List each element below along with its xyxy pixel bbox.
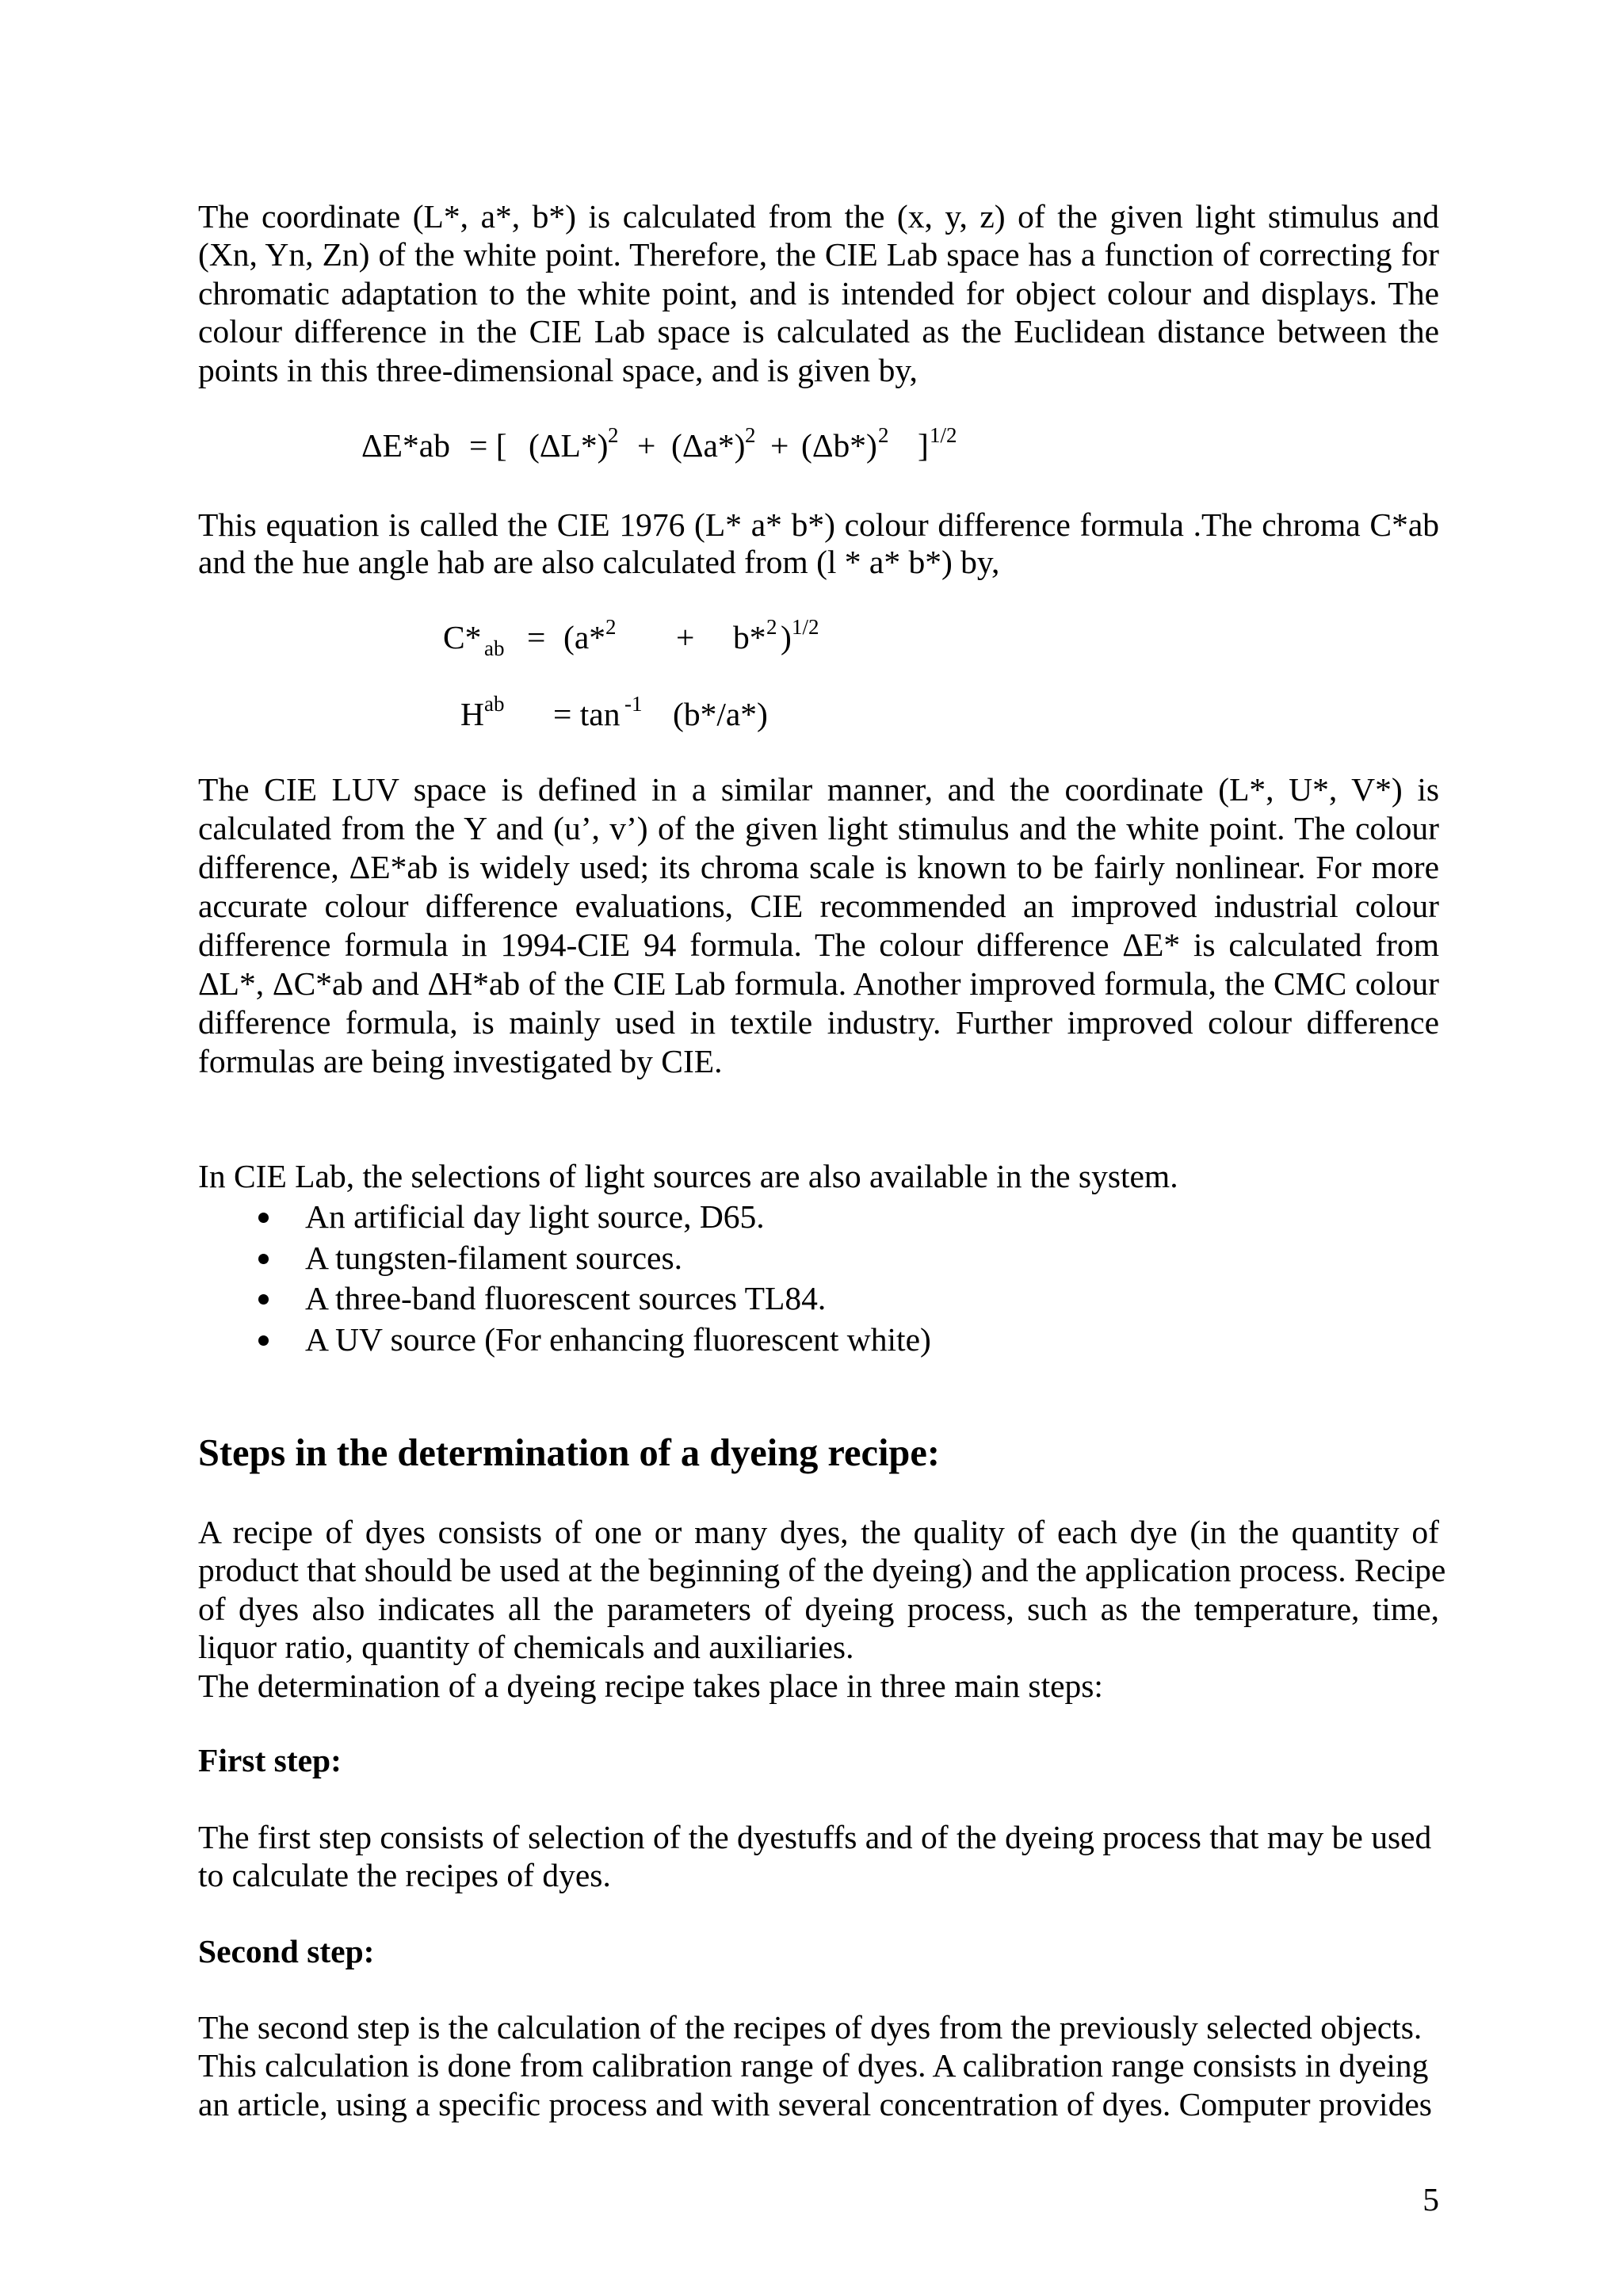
text-line: points in this three-dimensional space, and is given by, <box>198 351 918 388</box>
text-line: (Xn, Yn, Zn) of the white point. Therefore, the CIE Lab space has a function of correcting for <box>198 236 1439 273</box>
list-item-text: A tungsten-filament sources. <box>305 1239 682 1276</box>
list-item-text: A UV source (For enhancing fluorescent white) <box>305 1320 931 1358</box>
formula-term: (a* <box>563 619 605 655</box>
section-heading: Steps in the determination of a dyeing recipe: <box>198 1432 940 1474</box>
intro-paragraph <box>198 197 1439 389</box>
text-line: This equation is called the CIE 1976 (L* a* b*) colour difference formula .The chroma C*ab <box>198 506 1439 543</box>
list-item-text: An artificial day light source, D65. <box>305 1198 765 1235</box>
formula-superscript: ab <box>484 692 505 716</box>
formula-lhs: H <box>460 696 484 732</box>
recipe-paragraph <box>198 1513 1446 1705</box>
text-line: The second step is the calculation of the recipes of dyes from the previously selected objects. <box>198 2009 1423 2046</box>
text-line: The CIE LUV space is defined in a similar manner, and the coordinate (L*, U*, V*) is <box>198 771 1439 808</box>
text-line: and the hue angle hab are also calculated from (l * a* b*) by, <box>198 544 1000 580</box>
text-line: colour difference in the CIE Lab space is calculated as the Euclidean distance between the <box>198 313 1439 350</box>
formula-argument: (b*/a*) <box>673 696 768 732</box>
bullet-icon <box>258 1335 269 1346</box>
formula-power: 1/2 <box>930 423 957 447</box>
formula-term: (Δa*) <box>671 427 746 464</box>
bullet-icon <box>258 1294 269 1305</box>
text-line: ΔL*, ΔC*ab and ΔH*ab of the CIE Lab formula. Another improved formula, the CMC colour <box>198 965 1439 1002</box>
formula-plus: + <box>770 427 789 464</box>
text-line: formulas are being investigated by CIE. <box>198 1043 723 1079</box>
formula-bracket: ] <box>918 427 929 464</box>
delta-e-formula <box>0 423 1439 464</box>
formula-term: (ΔL*) <box>529 427 609 464</box>
text-line: of dyes also indicates all the parameters of dyeing process, such as the temperature, time, <box>198 1590 1439 1627</box>
text-line: difference formula in 1994-CIE 94 formula. The colour difference ΔE* is calculated from <box>198 926 1439 963</box>
formula-exponent: 2 <box>766 615 777 639</box>
formula-exponent: 2 <box>745 423 756 447</box>
luv-paragraph <box>198 770 1439 1081</box>
text-line: chromatic adaptation to the white point, and is intended for object colour and displays. The <box>198 274 1439 311</box>
text-line: The first step consists of selection of the dyestuffs and of the dyeing process that may be used <box>198 1819 1432 1855</box>
formula-term: (Δb*) <box>801 427 877 464</box>
text-line: The coordinate (L*, a*, b*) is calculated from the (x, y, z) of the given light stimulus and <box>198 198 1439 235</box>
formula-power: 1/2 <box>792 615 819 639</box>
formula-lhs: C* <box>443 619 482 655</box>
formula-plus: + <box>676 619 695 655</box>
chroma-formula <box>0 615 1439 660</box>
second-step-paragraph <box>198 2008 1439 2123</box>
formula-exponent: 2 <box>878 423 889 447</box>
text-line: to calculate the recipes of dyes. <box>198 1857 611 1894</box>
formula-exponent: 2 <box>605 615 617 639</box>
list-item <box>0 1238 1439 1279</box>
light-sources-list <box>0 1197 1439 1360</box>
bullet-icon <box>258 1254 269 1264</box>
list-item <box>0 1197 1439 1238</box>
text-line: liquor ratio, quantity of chemicals and auxiliaries. <box>198 1629 854 1666</box>
page-number: 5 <box>1423 2181 1439 2218</box>
hue-formula <box>0 692 1439 733</box>
second-step-heading: Second step: <box>198 1933 375 1969</box>
first-step-heading: First step: <box>198 1742 342 1778</box>
formula-subscript: ab <box>484 636 505 660</box>
formula-term: b* <box>733 619 766 655</box>
formula-lhs: ΔE*ab <box>361 427 450 464</box>
steps-intro-line: The determination of a dyeing recipe takes place in three main steps: <box>198 1667 1103 1704</box>
bullet-icon <box>258 1213 269 1223</box>
formula-power: -1 <box>624 692 643 716</box>
list-item <box>0 1320 1439 1361</box>
formula-equals: = [ <box>469 427 507 464</box>
formula-plus: + <box>637 427 656 464</box>
text-line: product that should be used at the beginning of the dyeing) and the application process. Recipe <box>198 1552 1446 1589</box>
text-line: accurate colour difference evaluations, CIE recommended an improved industrial colour <box>198 888 1439 924</box>
text-line: an article, using a specific process and with several concentration of dyes. Computer provides <box>198 2085 1432 2122</box>
formula-equals: = tan <box>553 696 621 732</box>
chroma-paragraph <box>198 506 1439 581</box>
formula-exponent: 2 <box>608 423 619 447</box>
formula-bracket: ) <box>781 619 792 655</box>
text-line: A recipe of dyes consists of one or many dyes, the quality of each dye (in the quantity of <box>198 1514 1439 1550</box>
text-line: This calculation is done from calibration range of dyes. A calibration range consists in dyeing <box>198 2047 1429 2084</box>
text-line: difference formula, is mainly used in textile industry. Further improved colour difference <box>198 1004 1439 1041</box>
first-step-paragraph <box>198 1818 1439 1895</box>
text-line: difference, ΔE*ab is widely used; its chroma scale is known to be fairly nonlinear. For more <box>198 849 1439 885</box>
list-item <box>0 1278 1439 1320</box>
list-item-text: A three-band fluorescent sources TL84. <box>305 1280 827 1317</box>
light-sources-intro: In CIE Lab, the selections of light sources are also available in the system. <box>198 1158 1178 1194</box>
formula-equals: = <box>527 619 546 655</box>
text-line: calculated from the Y and (u’, v’) of the given light stimulus and the white point. The colour <box>198 810 1439 846</box>
